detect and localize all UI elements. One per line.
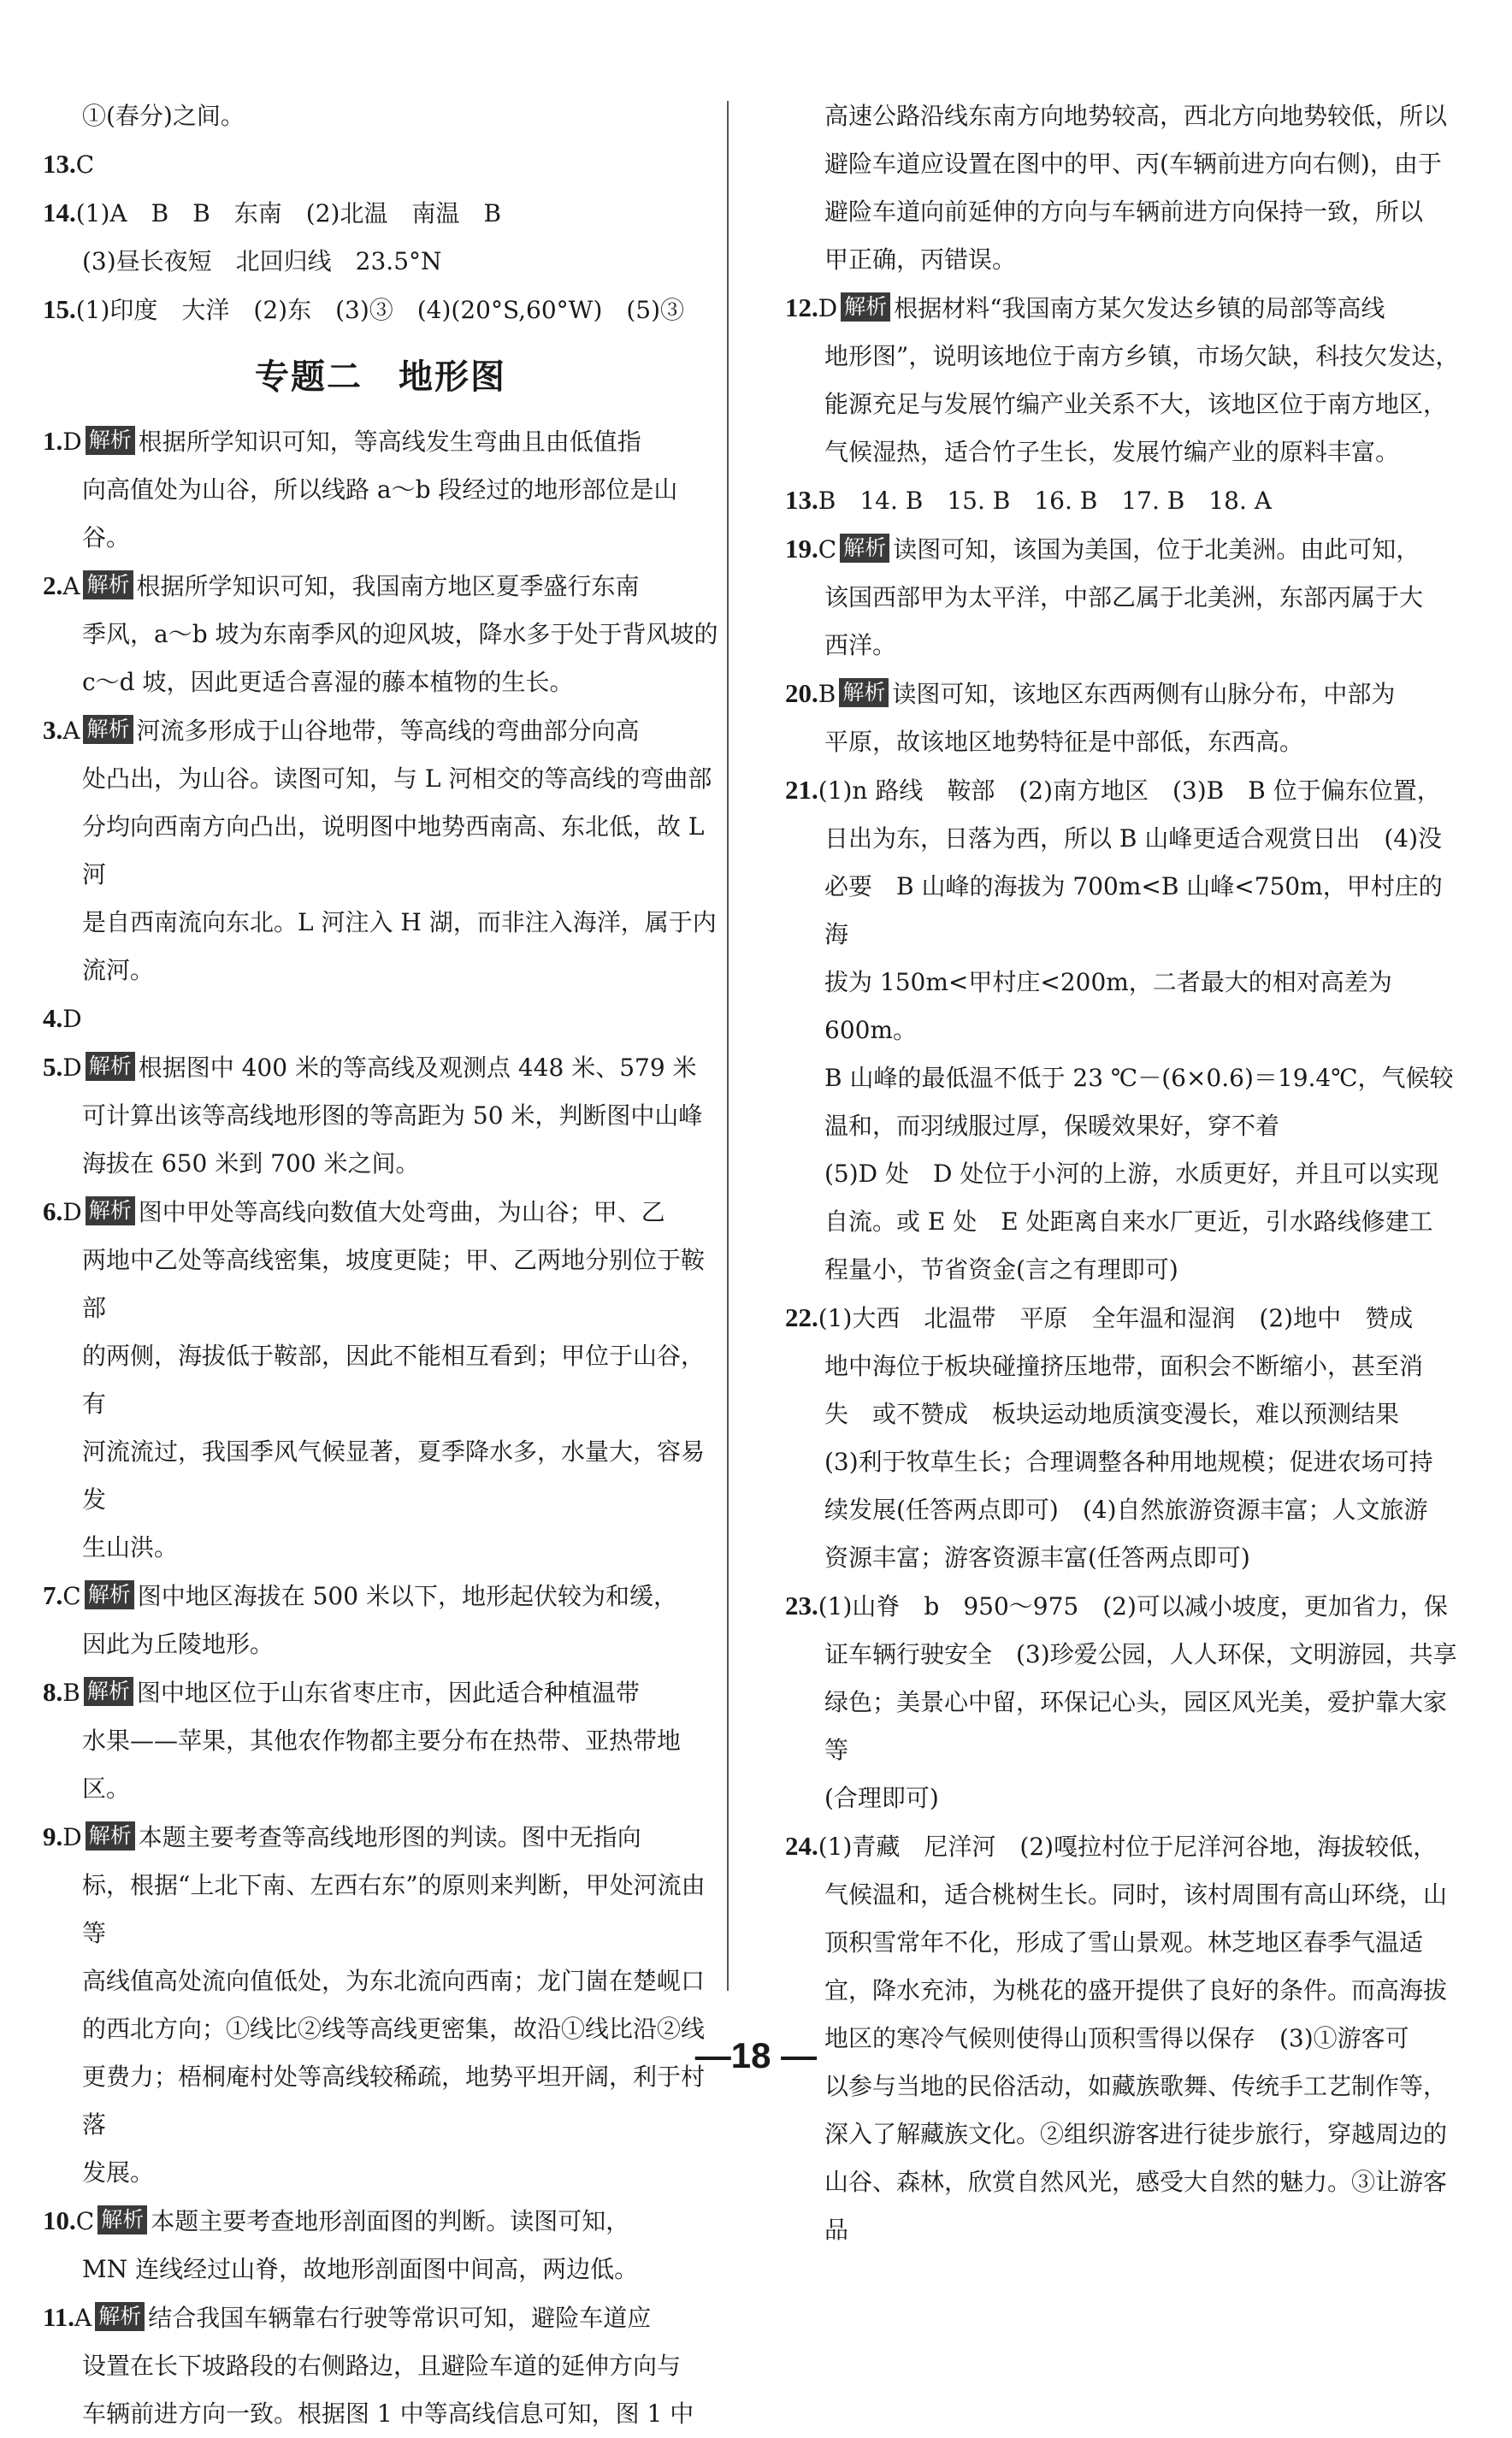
column-divider [727, 101, 729, 1991]
answer-choice: D [818, 294, 838, 322]
answer-line: 流河。 [82, 956, 155, 984]
right-column [785, 92, 1461, 2254]
question-number: 12. [785, 292, 818, 322]
analysis-tag: 解析 [97, 2205, 147, 2234]
answer-choice: A [74, 2304, 92, 2332]
question-number: 15. [43, 294, 76, 324]
question-number: 2. [43, 570, 63, 600]
answer-choice: C [75, 2207, 95, 2235]
question-number: 13. [785, 485, 818, 515]
analysis-tag: 解析 [83, 570, 133, 599]
answer-line: 的两侧，海拔低于鞍部，因此不能相互看到；甲位于山谷，有 [82, 1342, 706, 1418]
answer-line: c～d 坡，因此更适合喜湿的藤本植物的生长。 [82, 668, 574, 696]
answer-item [43, 1188, 718, 1237]
answer-line: 河流流过，我国季风气候显著，夏季降水多，水量大，容易发 [82, 1437, 706, 1514]
answer-line: 的西北方向；①线比②线等高线更密集，故沿①线比沿②线 [82, 2015, 706, 2043]
answer-text: 结合我国车辆靠右行驶等常识可知，避险车道应 [148, 2304, 652, 2332]
analysis-tag: 解析 [840, 534, 889, 563]
question-number: 19. [785, 534, 818, 564]
analysis-tag: 解析 [95, 2302, 145, 2331]
answer-line: 更费力；梧桐庵村处等高线较稀疏，地势平坦开阔，利于村落 [82, 2063, 706, 2139]
answer-line: 地中海位于板块碰撞挤压地带，面积会不断缩小，甚至消 [824, 1352, 1424, 1380]
answer-line: 该国西部甲为太平洋，中部乙属于北美洲，东部丙属于大 [824, 583, 1424, 611]
analysis-tag: 解析 [839, 678, 889, 707]
answer-item [43, 2197, 718, 2246]
question-number: 13. [43, 149, 76, 179]
question-number: 5. [43, 1052, 63, 1082]
answer-line: 避险车道向前延伸的方向与车辆前进方向保持一致，所以 [824, 198, 1424, 226]
answer-line: 山谷、森林，欣赏自然风光，感受大自然的魅力。③让游客品 [824, 2168, 1448, 2244]
question-number: 20. [785, 678, 818, 708]
answer-item [785, 525, 1461, 574]
answer-line: 地形图”，说明该地位于南方乡镇，市场欠缺，科技欠发达， [824, 342, 1460, 370]
answer-text: 读图可知，该地区东西两侧有山脉分布，中部为 [892, 680, 1396, 708]
analysis-tag: 解析 [85, 1580, 134, 1609]
analysis-tag: 解析 [84, 1677, 133, 1706]
answer-text: 河流多形成于山谷地带，等高线的弯曲部分向高 [136, 717, 640, 745]
answer-item [43, 189, 718, 238]
answer-item [43, 1813, 718, 1862]
answer-text: (1)A B B 东南 (2)北温 南温 B [75, 199, 502, 227]
answer-line: B 山峰的最低温不低于 23 ℃－(6×0.6)＝19.4℃，气候较 [824, 1064, 1454, 1092]
answer-line: 资源丰富；游客资源丰富(任答两点即可) [824, 1544, 1250, 1572]
answer-item [785, 670, 1461, 718]
question-number: 1. [43, 426, 63, 456]
answer-text: 图中地区海拔在 500 米以下，地形起伏较为和缓， [137, 1582, 677, 1610]
question-number: 10. [43, 2205, 76, 2235]
answer-line: 能源充足与发展竹编产业关系不大，该地区位于南方地区， [824, 390, 1448, 418]
answer-line: 深入了解藏族文化。②组织游客进行徒步旅行，穿越周边的 [824, 2120, 1448, 2148]
answer-line: 车辆前进方向一致。根据图 1 中等高线信息可知，图 1 中 [82, 2400, 694, 2428]
answer-choice: B [818, 680, 836, 708]
answer-line: 证车辆行驶安全 (3)珍爱公园，人人环保，文明游园，共享 [824, 1640, 1457, 1668]
answer-line: 两地中乙处等高线密集，坡度更陡；甲、乙两地分别位于鞍部 [82, 1246, 706, 1322]
answer-text: 根据图中 400 米的等高线及观测点 448 米、579 米 [138, 1054, 697, 1082]
answer-line: 分均向西南方向凸出，说明图中地势西南高、东北低，故 L 河 [82, 812, 705, 888]
answer-line: 海拔在 650 米到 700 米之间。 [82, 1149, 420, 1178]
answer-line: MN 连线经过山脊，故地形剖面图中间高，两边低。 [82, 2255, 639, 2283]
analysis-tag: 解析 [86, 1052, 135, 1081]
answer-choice: (1)青藏 尼洋河 (2)嘎拉村位于尼洋河谷地，海拔较低， [818, 1833, 1438, 1861]
question-number: 7. [43, 1580, 63, 1610]
answer-text: (1)印度 大洋 (2)东 (3)③ (4)(20°S,60°W) (5)③ [75, 296, 685, 324]
section-title: 专题二 地形图 [255, 357, 506, 397]
answer-line: 甲正确，丙错误。 [824, 245, 1017, 274]
answer-line: 日出为东，日落为西，所以 B 山峰更适合观赏日出 (4)没 [824, 824, 1443, 853]
answer-item [43, 1572, 718, 1620]
answer-item [43, 706, 718, 755]
answer-choice: (1)n 路线 鞍部 (2)南方地区 (3)B B 位于偏东位置， [818, 776, 1441, 805]
answer-line: 程量小，节省资金(言之有理即可) [824, 1255, 1178, 1284]
answer-item [43, 417, 718, 466]
question-number: 3. [43, 715, 63, 745]
question-number: 21. [785, 775, 818, 805]
answer-text: 图中地区位于山东省枣庄市，因此适合种植温带 [136, 1679, 640, 1707]
answer-line: 可计算出该等高线地形图的等高距为 50 米，判断图中山峰 [82, 1101, 703, 1130]
answer-choice: B 14. B 15. B 16. B 17. B 18. A [818, 487, 1273, 515]
answer-choice: (1)大西 北温带 平原 全年温和湿润 (2)地中 赞成 [818, 1304, 1414, 1332]
answer-text: 本题主要考查地形剖面图的判断。读图可知， [151, 2207, 630, 2235]
answer-line: 西洋。 [824, 631, 897, 659]
answer-line: 以参与当地的民俗活动，如藏族歌舞、传统手工艺制作等， [824, 2072, 1448, 2100]
question-number: 24. [785, 1831, 818, 1861]
answer-text: 图中甲处等高线向数值大处弯曲，为山谷；甲、乙 [138, 1198, 665, 1226]
answer-choice: B [62, 1679, 80, 1707]
analysis-tag: 解析 [86, 1821, 135, 1851]
answer-line: 设置在长下坡路段的右侧路边，且避险车道的延伸方向与 [82, 2352, 682, 2380]
question-number: 8. [43, 1677, 63, 1707]
answer-line: 顶积雪常年不化，形成了雪山景观。林芝地区春季气温适 [824, 1928, 1424, 1957]
answer-line: 气候温和，适合桃树生长。同时，该村周围有高山环绕，山 [824, 1880, 1448, 1909]
answer-line: 高速公路沿线东南方向地势较高，西北方向地势较低，所以 [824, 102, 1448, 130]
answer-line: (3)利于牧草生长；合理调整各种用地规模；促进农场可持 [824, 1448, 1433, 1476]
answer-line: 绿色；美景心中留，环保记心头，园区风光美，爱护靠大家等 [824, 1688, 1448, 1764]
answer-item [43, 2293, 718, 2342]
answer-item [785, 476, 1461, 525]
answer-text: 根据所学知识可知，我国南方地区夏季盛行东南 [136, 572, 640, 600]
question-number: 11. [43, 2302, 75, 2332]
answer-choice: D [62, 1005, 82, 1033]
answer-line: (5)D 处 D 处位于小河的上游，水质更好，并且可以实现 [824, 1160, 1439, 1188]
answer-line: 续发展(任答两点即可) (4)自然旅游资源丰富；人文旅游 [824, 1496, 1428, 1524]
answer-item [43, 286, 718, 334]
answer-line: 季风，a～b 坡为东南季风的迎风坡，降水多于处于背风坡的 [82, 620, 718, 648]
question-number: 23. [785, 1591, 818, 1620]
answer-choice: C [818, 535, 837, 564]
answer-line: 向高值处为山谷，所以线路 a～b 段经过的地形部位是山谷。 [82, 475, 678, 552]
analysis-tag: 解析 [841, 292, 890, 322]
answer-item [785, 1294, 1461, 1343]
answer-item [43, 1668, 718, 1717]
answer-text: C [75, 151, 95, 179]
answer-line: 高线值高处流向值低处，为东北流向西南；龙门崮在楚岘口 [82, 1967, 706, 1995]
answer-text: 读图可知，该国为美国，位于北美洲。由此可知， [893, 535, 1420, 564]
analysis-tag: 解析 [86, 426, 135, 455]
question-number: 4. [43, 1003, 63, 1033]
answer-line: 避险车道应设置在图中的甲、丙(车辆前进方向右侧)，由于 [824, 150, 1442, 178]
answer-line: 生山洪。 [82, 1533, 179, 1561]
answer-line: 因此为丘陵地形。 [82, 1630, 275, 1658]
answer-choice: D [62, 428, 82, 456]
answer-choice: A [62, 572, 80, 600]
answer-item [43, 562, 718, 611]
question-number: 22. [785, 1302, 818, 1332]
answer-line: 处凸出，为山谷。读图可知，与 L 河相交的等高线的弯曲部 [82, 764, 712, 793]
answer-text: 根据所学知识可知，等高线发生弯曲且由低值指 [138, 428, 641, 456]
analysis-tag: 解析 [83, 715, 133, 744]
answer-choice: D [62, 1198, 82, 1226]
answer-line: 是自西南流向东北。L 河注入 H 湖，而非注入海洋，属于内 [82, 908, 717, 936]
answer-line: 发展。 [82, 2158, 155, 2187]
answer-item [785, 766, 1461, 815]
answer-text: 根据材料“我国南方某欠发达乡镇的局部等高线 [894, 294, 1385, 322]
question-number: 9. [43, 1821, 63, 1851]
answer-line: 水果——苹果，其他农作物都主要分布在热带、亚热带地区。 [82, 1727, 682, 1803]
answer-line: 必要 B 山峰的海拔为 700m<B 山峰<750m，甲村庄的海 [824, 872, 1443, 948]
answer-line: (合理即可) [824, 1784, 939, 1812]
answer-line: 失 或不赞成 板块运动地质演变漫长，难以预测结果 [824, 1400, 1400, 1428]
answer-line: 标，根据“上北下南、左西右东”的原则来判断，甲处河流由等 [82, 1871, 706, 1947]
question-number: 14. [43, 198, 76, 227]
answer-line: 温和，而羽绒服过厚，保暖效果好，穿不着 [824, 1112, 1280, 1140]
answer-line: 平原，故该地区地势特征是中部低，东西高。 [824, 728, 1304, 756]
answer-item [43, 1043, 718, 1092]
answer-item [43, 140, 718, 189]
answer-item [785, 1822, 1461, 1871]
answer-line: 地区的寒冷气候则使得山顶积雪得以保存 (3)①游客可 [824, 2024, 1409, 2052]
answer-line: ①(春分)之间。 [82, 102, 245, 130]
answer-choice: C [62, 1582, 81, 1610]
left-column [43, 92, 718, 2438]
answer-line: 拔为 150m<甲村庄<200m，二者最大的相对高差为 600m。 [824, 968, 1392, 1044]
answer-item [43, 995, 718, 1043]
answer-line: (3)昼长夜短 北回归线 23.5°N [82, 247, 442, 275]
answer-line: 自流。或 E 处 E 处距离自来水厂更近，引水路线修建工 [824, 1207, 1433, 1236]
answer-line: 宜，降水充沛，为桃花的盛开提供了良好的条件。而高海拔 [824, 1976, 1448, 2004]
answer-choice: D [62, 1823, 82, 1851]
answer-choice: A [62, 717, 80, 745]
answer-line: 气候湿热，适合竹子生长，发展竹编产业的原料丰富。 [824, 438, 1400, 466]
analysis-tag: 解析 [86, 1196, 135, 1225]
answer-text: 本题主要考查等高线地形图的判读。图中无指向 [138, 1823, 641, 1851]
answer-item [785, 284, 1461, 333]
answer-choice: (1)山脊 b 950～975 (2)可以减小坡度，更加省力，保 [818, 1592, 1448, 1620]
answer-choice: D [62, 1054, 82, 1082]
page-number: —18 — [694, 2035, 818, 2075]
question-number: 6. [43, 1196, 63, 1226]
answer-item [785, 1582, 1461, 1631]
